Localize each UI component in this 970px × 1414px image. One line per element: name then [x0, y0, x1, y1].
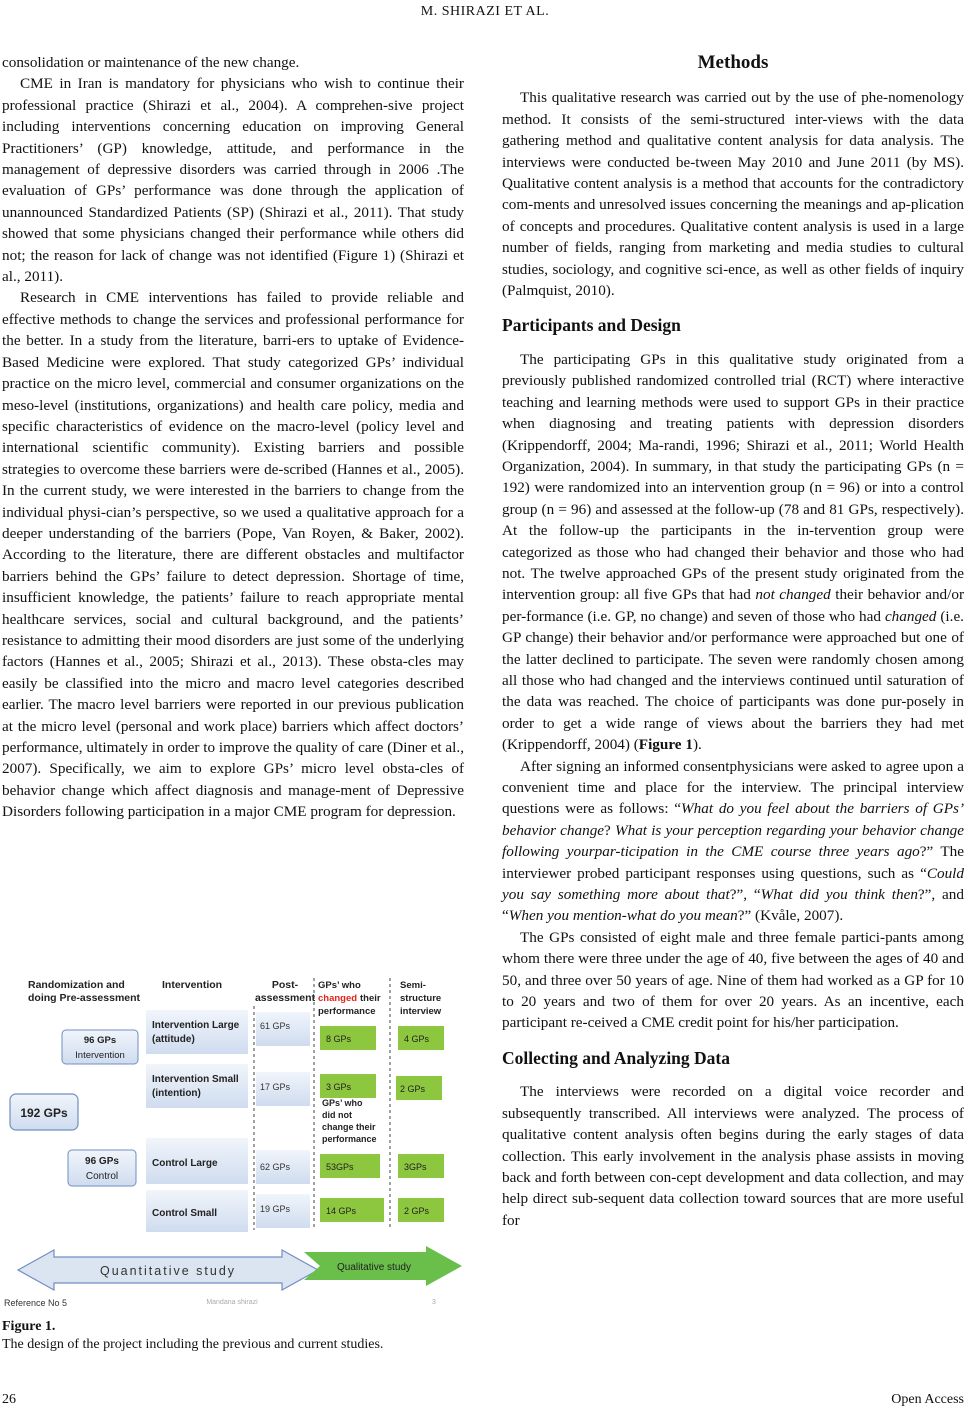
- header-not-changed-1: GPs’ who: [322, 1098, 363, 1108]
- post-count: 17 GPs: [260, 1082, 291, 1092]
- right-column: [502, 52, 964, 1231]
- collecting-heading: Collecting and Analyzing Data: [502, 1047, 731, 1068]
- interview-count: 2 GPs: [400, 1084, 426, 1094]
- page-number: 26: [2, 1392, 16, 1407]
- study-design-diagram: [2, 968, 464, 1314]
- slide-author: Mandana shirazi: [206, 1299, 258, 1306]
- row-label-box: [146, 1010, 248, 1054]
- row-label-line1: Control Small: [152, 1208, 218, 1219]
- header-not-changed-3: change their: [322, 1122, 376, 1132]
- post-count: 61 GPs: [260, 1021, 291, 1031]
- interview-count: 3GPs: [404, 1162, 427, 1172]
- header-not-changed-2: did not: [322, 1110, 352, 1120]
- intervention-group-count: 96 GPs: [83, 1035, 117, 1046]
- interview-count: 4 GPs: [404, 1034, 430, 1044]
- header-post-2: assessment: [254, 992, 316, 1004]
- header-post-1: Post-: [271, 979, 299, 991]
- row-label-line1: Intervention Large: [152, 1020, 240, 1031]
- outcome-count: 3 GPs: [326, 1082, 352, 1092]
- body-paragraph: consolidation or maintenance of the new change.: [2, 54, 300, 71]
- post-count: 62 GPs: [260, 1162, 291, 1172]
- header-changed-2: changed: [318, 993, 358, 1004]
- interview-count: 2 GPs: [404, 1206, 430, 1216]
- publisher-footer: Open Access: [891, 1392, 964, 1407]
- header-randomization-1: Randomization and: [28, 979, 125, 991]
- body-paragraph: The GPs consisted of eight male and three female partici-pants among whom there were three under the age of 40, five between the ages of 40 and 50, and three over 50 years of age. Nine of them had worked as a GP for 10 to 20 years and two of them for over 20 years. As an incentive, each participant re-ceived a CME credit point for his/her participation.: [502, 928, 964, 1032]
- methods-heading: Methods: [697, 52, 769, 73]
- figure-caption-text: The design of the project including the previous and current studies.: [2, 1337, 384, 1352]
- header-semi-1: Semi-: [400, 980, 426, 991]
- body-paragraph: CME in Iran is mandatory for physicians who wish to continue their professional practice (Shirazi et al., 2004). A comprehen-sive project including interventions concerning education on improving General Practitioners’ (GP) knowledge, attitude, and performance in the management of depressive disorders was carried through in 2006 .The evaluation of GPs’ performance was done through the application of unannounced Standardized Patients (SP) (Shirazi et al., 2011). That study showed that some physicians changed their performance while others did not; the reason for lack of change was not identified (Figure 1) (Shirazi et al., 2011).: [2, 75, 464, 286]
- header-intervention: Intervention: [162, 979, 223, 991]
- post-count: 19 GPs: [260, 1204, 291, 1214]
- header-changed-1: GPs’ who: [318, 980, 361, 991]
- running-head: M. SHIRAZI ET AL.: [420, 4, 550, 19]
- row-label-box: [146, 1064, 248, 1108]
- quantitative-study-label: Quantitative study: [99, 1264, 237, 1278]
- total-gps-label: 192 GPs: [20, 1106, 68, 1120]
- body-paragraph: The interviews were recorded on a digital voice recorder and subsequently transcribed. All interviews were analyzed. The process of qualitative content analysis often begins during the early stages of data collection. This early involvement in the analysis phase assists in moving back and forth between con-cept development and data collection, and may help direct sub-sequent data collection toward sources that are more useful for: [502, 1083, 964, 1229]
- header-semi-2: structure: [400, 993, 442, 1004]
- body-paragraph: This qualitative research was carried out by the use of phe-nomenology method. It consists of the semi-structured inter-views with the data gathering method and qualitative content analysis for data analysis. The interviews were conducted be-tween May 2010 and June 2011 (by MS). Qualitative content analysis is a method that accounts for the contradictory com-ments and unresolved issues concerning the meanings and ap-plication of concepts and procedures. Qualitative content analysis is used in a large number of fields, ranging from marketing and media studies to cultural studies, sociology, and cognitive sci-ence, as well as other fields of inquiry (Palmquist, 2010).: [502, 89, 964, 300]
- outcome-count: 8 GPs: [326, 1034, 352, 1044]
- control-group-count: 96 GPs: [85, 1156, 119, 1167]
- participants-heading: Participants and Design: [502, 315, 681, 336]
- figure-1: [2, 968, 464, 1314]
- row-label-line1: Control Large: [152, 1158, 218, 1169]
- figure-caption-label: Figure 1.: [2, 1319, 56, 1334]
- control-group-label: Control: [85, 1171, 119, 1182]
- outcome-count: 53GPs: [326, 1162, 354, 1172]
- header-randomization-2: doing Pre-assessment: [28, 992, 141, 1004]
- intervention-group-label: Intervention: [75, 1050, 125, 1061]
- row-label-line1: Intervention Small: [152, 1074, 239, 1085]
- reference-note: Reference No 5: [4, 1298, 68, 1308]
- body-paragraph: After signing an informed consentphysicians were asked to agree upon a convenient time and place for the interview. The principal interview questions were as follows: “What do you feel about the barriers of GPs’ behavior change? What is your perception regarding your behavior change following yourpar-ticipation in the CME course three years ago?” The interviewer probed participant responses using questions, such as “Could you say something more about that?”, “What did you think then?”, and “When you mention-what do you mean?” (Kvåle, 2007).: [502, 757, 965, 925]
- body-paragraph: Research in CME interventions has failed to provide reliable and effective methods to change the services and professional performance for the better. In a study from the literature, barri-ers to uptake of Evidence-Based Medicine were explored. That study categorized GPs’ individual practice on the micro level, commercial and consumer organizations on the meso-level (institutions, organizations) and health care policy, media and specific characteristics of evidence on the macro-level (policy level and international scientific community). Existing barriers and possible strategies to overcome these barriers were de-scribed (Hannes et al., 2005). In the current study, we were interested in the barriers to change from the individual physi-cian’s perspective, so we used a qualitative approach for a deeper understanding of the barriers (Pope, Van Royen, & Baker, 2002). According to the literature, there are different obstacles and multifactor barriers behind the GPs’ failure to detect depression. Shortage of time, insufficient knowledge, the patients’ failure to reach appropriate mental healthcare services, social and cultural background, and the patients’ resistance to admitting their mood disorders are just some of the underlying factors (Hannes et al., 2005; Shirazi et al., 2013). These obsta-cles may easily be classified into the micro and macro level categories described earlier. The macro level barriers were reported in our previous publication at the micro level (personal and work place) barriers which affect doctors’ performance, ultimately in order to improve the quality of care (Diner et al., 2007). Specifically, we aim to explore GPs’ micro level obsta-cles of behavior change which affect diagnosis and manage-ment of Depressive Disorders following participation in a major CME program for depression.: [2, 289, 464, 821]
- header-changed-3: their: [360, 993, 381, 1004]
- qualitative-study-label: Qualitative study: [337, 1262, 411, 1273]
- header-not-changed-4: performance: [322, 1134, 377, 1144]
- row-label-line2: (attitude): [152, 1034, 195, 1045]
- outcome-count: 14 GPs: [326, 1206, 357, 1216]
- body-paragraph: The participating GPs in this qualitative study originated from a previously published randomized controlled trial (RCT) where interactive teaching and learning methods were used to support GPs in their practice when diagnosing and treating patients with depression disorders (Krippendorff, 2004; Ma-randi, 1996; Shirazi et al., 2011; World Health Organization, 2004). In summary, in that study the participating GPs (n = 192) were randomized into an intervention group (n = 96) or into a control group (n = 96) and assessed at the follow-up (78 and 81 GPs, respectively). At the follow-up the participants in the in-tervention group were categorized as those who had changed their behavior and those who had not. The twelve approached GPs of the present study originated from the intervention group: all five GPs that had not changed their behavior and/or per-formance (i.e. GP, no change) and seven of those who had changed (i.e. GP change) their behavior and/or performance were approached but one of the latter declined to participate. The seven were randomly chosen among all those who had changed and the interviews continued until saturation of the data was reached. The choice of participants was done pur-posely in order to get a wide range of views about the barriers they had met (Krippendorff, 2004) (Figure 1).: [502, 350, 965, 754]
- figure-caption: [2, 1318, 472, 1354]
- header-semi-3: interview: [400, 1006, 442, 1017]
- slide-number: 3: [432, 1299, 436, 1306]
- left-column: [2, 52, 464, 823]
- row-label-line2: (intention): [152, 1088, 201, 1099]
- header-changed-4: performance: [318, 1006, 376, 1017]
